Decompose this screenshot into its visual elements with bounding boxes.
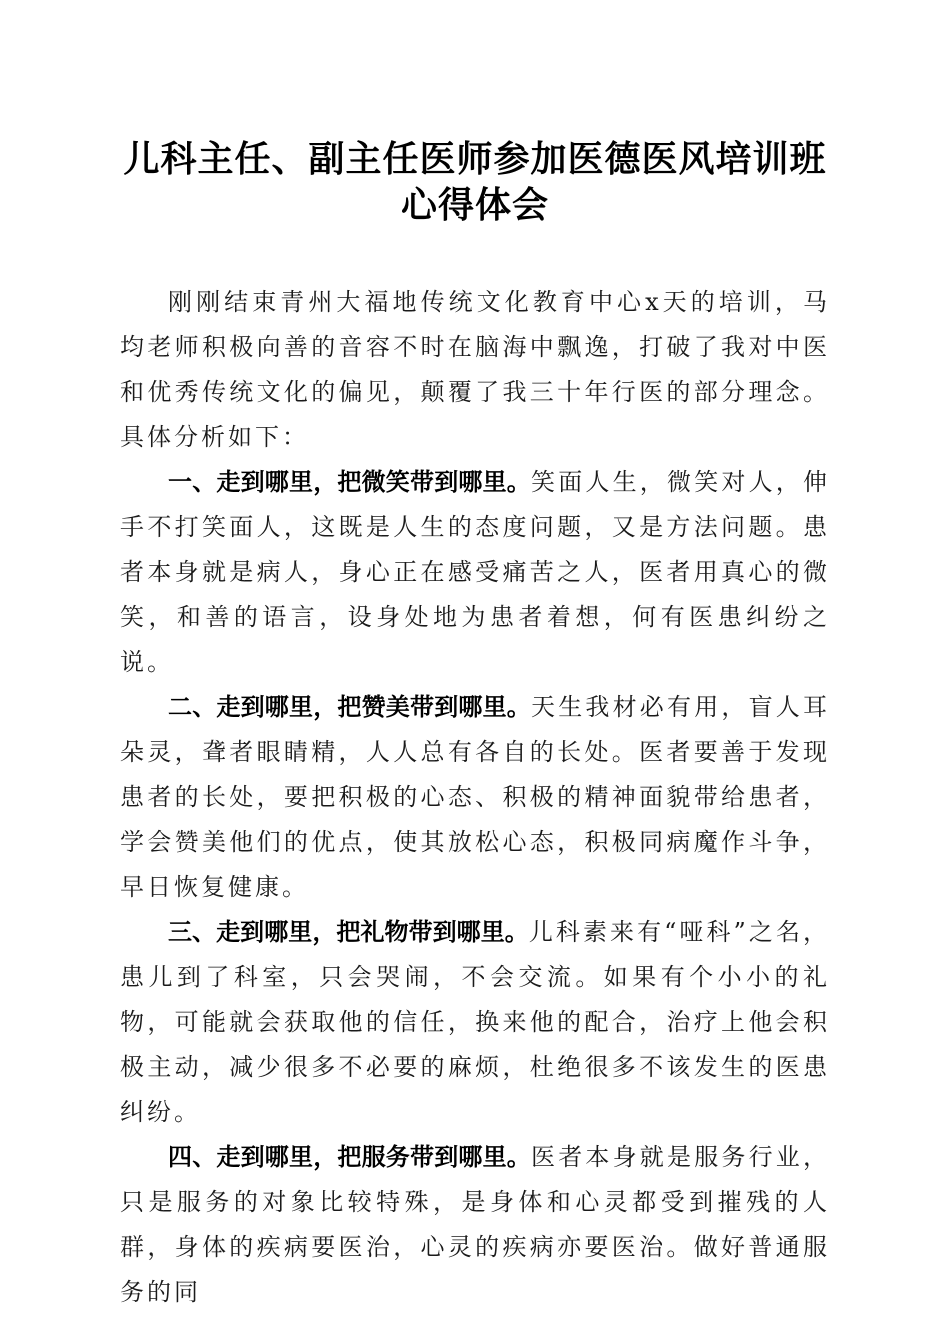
section-heading-4: 四、走到哪里，把服务带到哪里。	[168, 1143, 531, 1171]
intro-paragraph: 刚刚结束青州大福地传统文化教育中心x天的培训，马均老师积极向善的音容不时在脑海中飘逸，打破了我对中医和优秀传统文化的偏见，颠覆了我三十年行医的部分理念。具体分析如下：	[120, 288, 830, 451]
section-heading-3: 三、走到哪里，把礼物带到哪里。	[168, 918, 529, 946]
section-text-2: 天生我材必有用，盲人耳朵灵，聋者眼睛精，人人总有各自的长处。医者要善于发现患者的长处，要把积极的心态、积极的精神面貌带给患者，学会赞美他们的优点，使其放松心态，积极同病魔作斗争，早日恢复健康。	[120, 693, 830, 901]
section-heading-2: 二、走到哪里，把赞美带到哪里。	[168, 693, 531, 721]
section-paragraph-2	[120, 685, 830, 910]
section-paragraph-3	[120, 910, 830, 1135]
section-heading-1: 一、走到哪里，把微笑带到哪里。	[168, 468, 531, 496]
section-paragraph-4	[120, 1135, 830, 1315]
section-text-3: 儿科素来有“哑科”之名，患儿到了科室，只会哭闹，不会交流。如果有个小小的礼物，可能就会获取他的信任，换来他的配合，治疗上他会积极主动，减少很多不必要的麻烦，杜绝很多不该发生的医患纠纷。	[120, 918, 830, 1126]
document-title: 儿科主任、副主任医师参加医德医风培训班心得体会	[123, 138, 827, 226]
section-text-1: 笑面人生，微笑对人，伸手不打笑面人，这既是人生的态度问题，又是方法问题。患者本身就是病人，身心正在感受痛苦之人，医者用真心的微笑，和善的语言，设身处地为患者着想，何有医患纠纷之说。	[120, 468, 830, 676]
section-text-4: 医者本身就是服务行业，只是服务的对象比较特殊，是身体和心灵都受到摧残的人群，身体的疾病要医治，心灵的疾病亦要医治。做好普通服务的同	[120, 1143, 830, 1306]
section-paragraph-1	[120, 460, 830, 685]
document-body	[120, 280, 830, 1315]
